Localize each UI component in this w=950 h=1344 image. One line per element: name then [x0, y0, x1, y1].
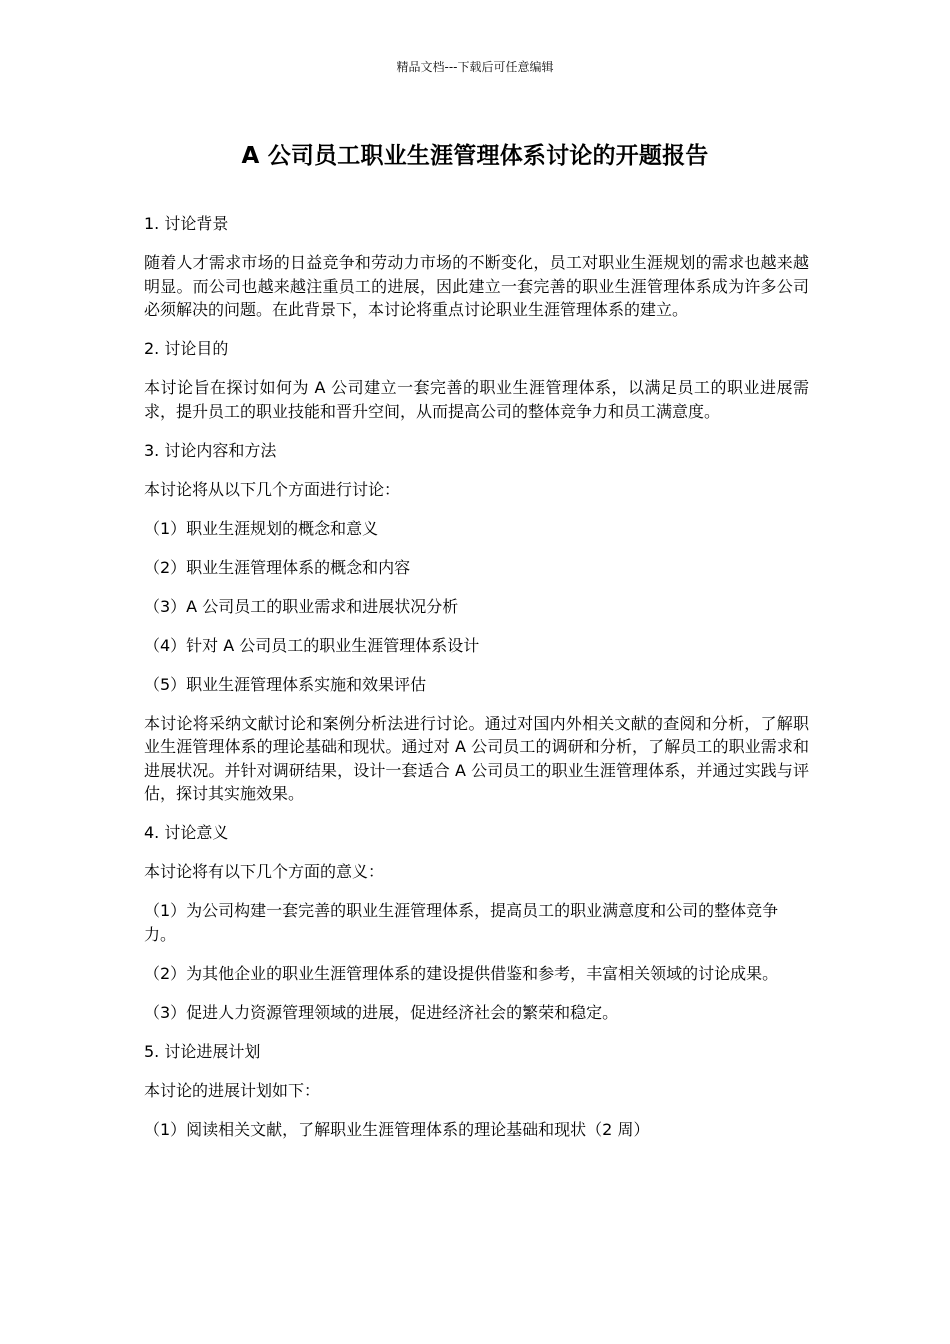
section-heading: 5. 讨论进展计划	[144, 1041, 261, 1061]
paragraph: 本讨论将从以下几个方面进行讨论：	[144, 479, 401, 499]
list-item: （2）为其他企业的职业生涯管理体系的建设提供借鉴和参考，丰富相关领域的讨论成果。	[144, 963, 779, 983]
section-heading: 1. 讨论背景	[144, 214, 229, 233]
document-body	[144, 212, 809, 1157]
paragraph: 随着人才需求市场的日益竞争和劳动力市场的不断变化，员工对职业生涯规划的需求也越来越明显。而公司也越来越注重员工的进展，因此建立一套完善的职业生涯管理体系成为许多公司必须解决的问题。在此背景下，本讨论将重点讨论职业生涯管理体系的建立。	[144, 253, 809, 319]
list-item: （3）A 公司员工的职业需求和进展状况分析	[144, 596, 459, 616]
document-title: A 公司员工职业生涯管理体系讨论的开题报告	[241, 143, 709, 169]
section-heading: 4. 讨论意义	[144, 823, 229, 842]
list-item: （1）为公司构建一套完善的职业生涯管理体系，提高员工的职业满意度和公司的整体竞争力。	[144, 901, 779, 944]
list-item: （2）职业生涯管理体系的概念和内容	[144, 557, 411, 577]
paragraph: 本讨论旨在探讨如何为 A 公司建立一套完善的职业生涯管理体系，以满足员工的职业进展需求，提升员工的职业技能和晋升空间，从而提高公司的整体竞争力和员工满意度。	[144, 378, 809, 421]
page-header: 精品文档---下载后可任意编辑	[396, 60, 554, 74]
list-item: （1）阅读相关文献，了解职业生涯管理体系的理论基础和现状（2 周）	[144, 1119, 650, 1139]
section-heading: 2. 讨论目的	[144, 339, 229, 358]
list-item: （5）职业生涯管理体系实施和效果评估	[144, 674, 427, 694]
list-item: （1）职业生涯规划的概念和意义	[144, 518, 379, 538]
paragraph: 本讨论的进展计划如下：	[144, 1080, 321, 1100]
paragraph: 本讨论将采纳文献讨论和案例分析法进行讨论。通过对国内外相关文献的查阅和分析，了解职业生涯管理体系的理论基础和现状。通过对 A 公司员工的调研和分析，了解员工的职业需求和进展状况。并针对调研结果，设计一套适合 A 公司员工的职业生涯管理体系，并通过实践与评估，探讨其实施效果。	[144, 713, 809, 803]
paragraph: 本讨论将有以下几个方面的意义：	[144, 862, 385, 881]
section-heading: 3. 讨论内容和方法	[144, 440, 277, 460]
list-item: （3）促进人力资源管理领域的进展，促进经济社会的繁荣和稳定。	[144, 1002, 619, 1022]
list-item: （4）针对 A 公司员工的职业生涯管理体系设计	[144, 635, 480, 655]
